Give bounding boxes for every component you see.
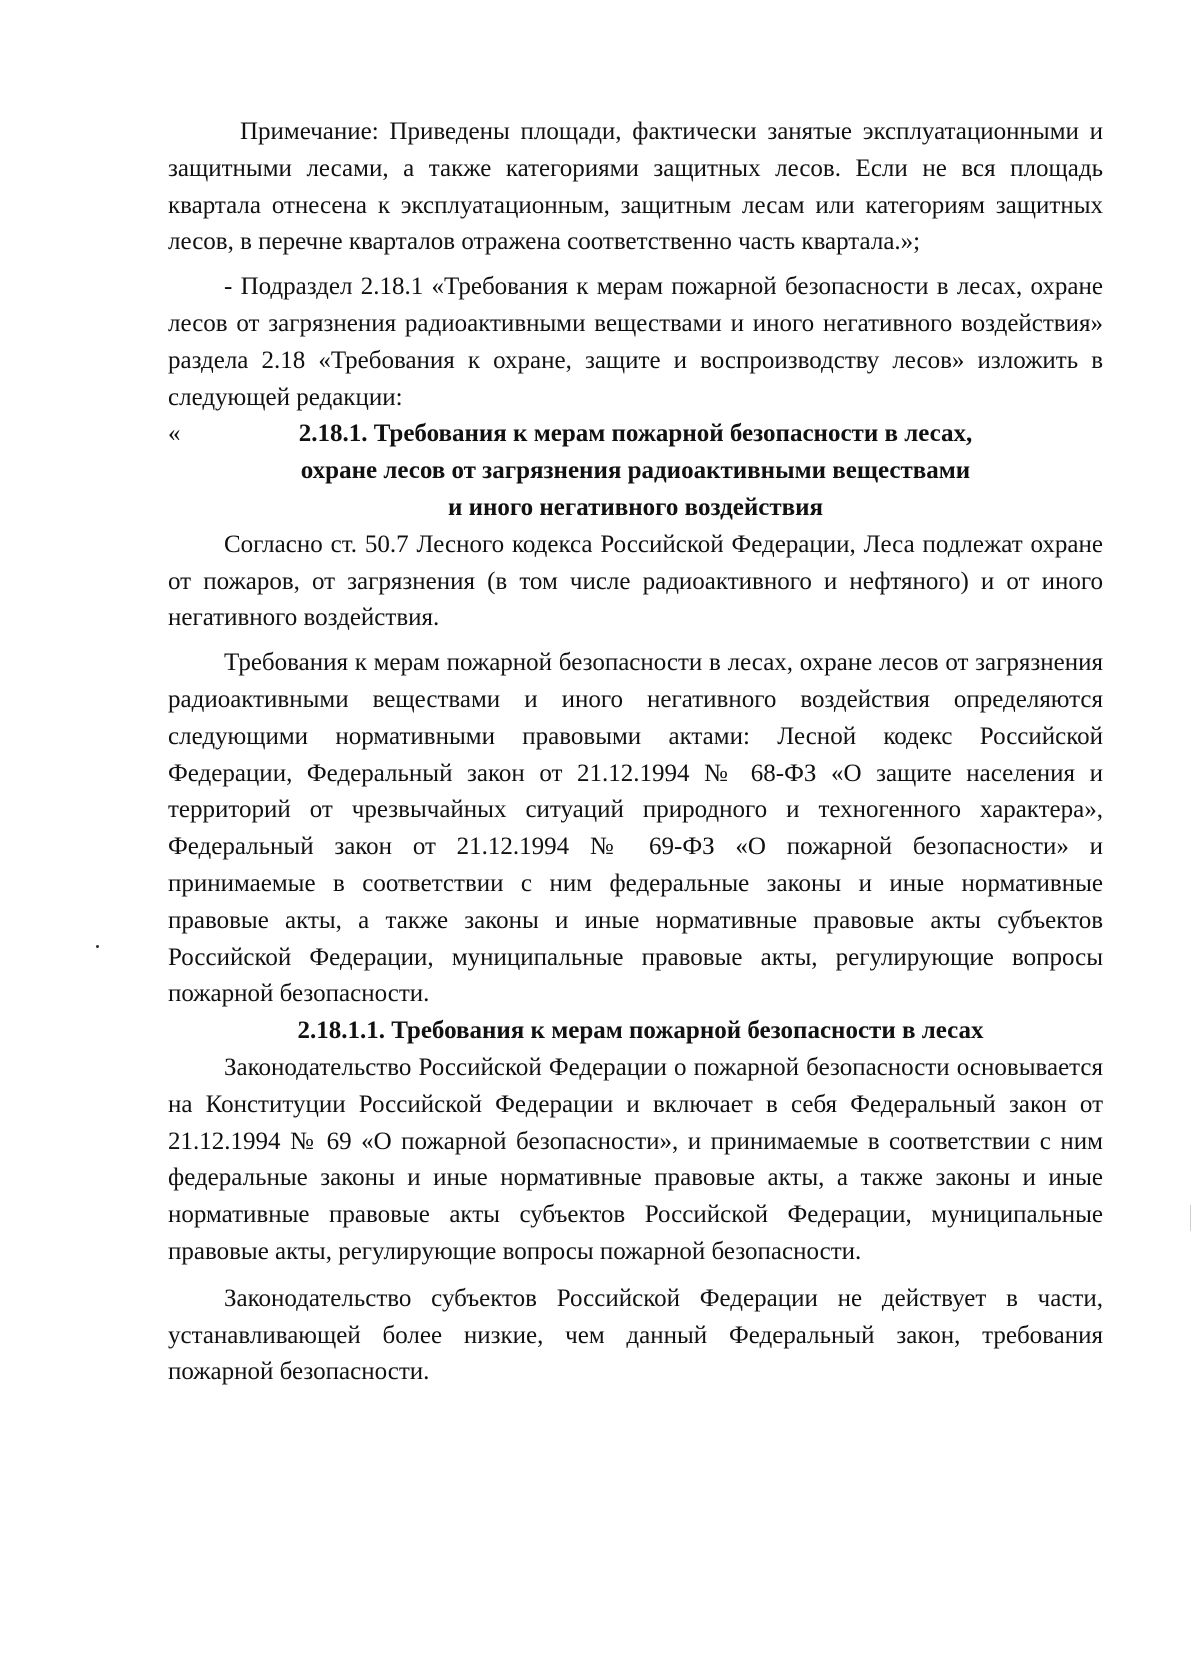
subsection-heading: 2.18.1.1. Требования к мерам пожарной безопасности в лесах: [297, 1017, 984, 1045]
note-paragraph: Примечание: Приведены площади, фактически занятые эксплуатационными и защитными лесами, а также категориями защитных лесов. Если не вся площадь квартала отнесена к эксплуатационным, защитным лесам или категориям защитных лесов, в перечне кварталов отражена соответственно часть квартала.»;: [168, 118, 1103, 256]
heading-line-2: охране лесов от загрязнения радиоактивными веществами: [300, 457, 971, 485]
heading-line-3: и иного негативного воздействия: [447, 493, 824, 521]
paragraph-forest-code: Согласно ст. 50.7 Лесного кодекса Российской Федерации, Леса подлежат охране от пожаров, от загрязнения (в том числе радиоактивного и нефтяного) и от иного негативного воздействия.: [168, 530, 1103, 632]
scan-edge-mark: [1190, 1205, 1191, 1231]
scan-speck: [96, 945, 99, 948]
section-heading: [168, 416, 1103, 526]
paragraph-requirements: Требования к мерам пожарной безопасности в лесах, охране лесов от загрязнения радиоактивными веществами и иного негативного воздействия определяются следующими нормативными правовыми актами: Лесной кодекс Российской Федерации, Федеральный закон от 21.12.1994 № 68-ФЗ «О защите населения и территорий от чрезвычайных ситуаций природного и техногенного характера», Федеральный закон от 21.12.1994 № 69-ФЗ «О пожарной безопасности» и принимаемые в соответствии с ним федеральные законы и иные нормативные правовые акты, а также законы и иные нормативные правовые акты субъектов Российской Федерации, муниципальные правовые акты, регулирующие вопросы пожарной безопасности.: [168, 649, 1103, 1008]
paragraph-legislation: Законодательство Российской Федерации о пожарной безопасности основывается на Конституции Российской Федерации и включает в себя Федеральный закон от 21.12.1994 № 69 «О пожарной безопасности», и принимаемые в соответствии с ним федеральные законы и иные нормативные правовые акты, а также законы и иные нормативные правовые акты субъектов Российской Федерации, муниципальные правовые акты, регулирующие вопросы пожарной безопасности.: [168, 1053, 1103, 1265]
paragraph-regional-legislation: Законодательство субъектов Российской Федерации не действует в части, устанавливающей более низкие, чем данный Федеральный закон, требования пожарной безопасности.: [168, 1284, 1103, 1386]
subsection-instruction: - Подраздел 2.18.1 «Требования к мерам пожарной безопасности в лесах, охране лесов от загрязнения радиоактивными веществами и иного негативного воздействия» раздела 2.18 «Требования к охране, защите и воспроизводству лесов» изложить в следующей редакции:: [168, 273, 1103, 411]
heading-open-quote: «: [168, 420, 181, 448]
document-page: [168, 114, 1103, 1391]
heading-line-1: 2.18.1. Требования к мерам пожарной безопасности в лесах,: [298, 420, 973, 448]
